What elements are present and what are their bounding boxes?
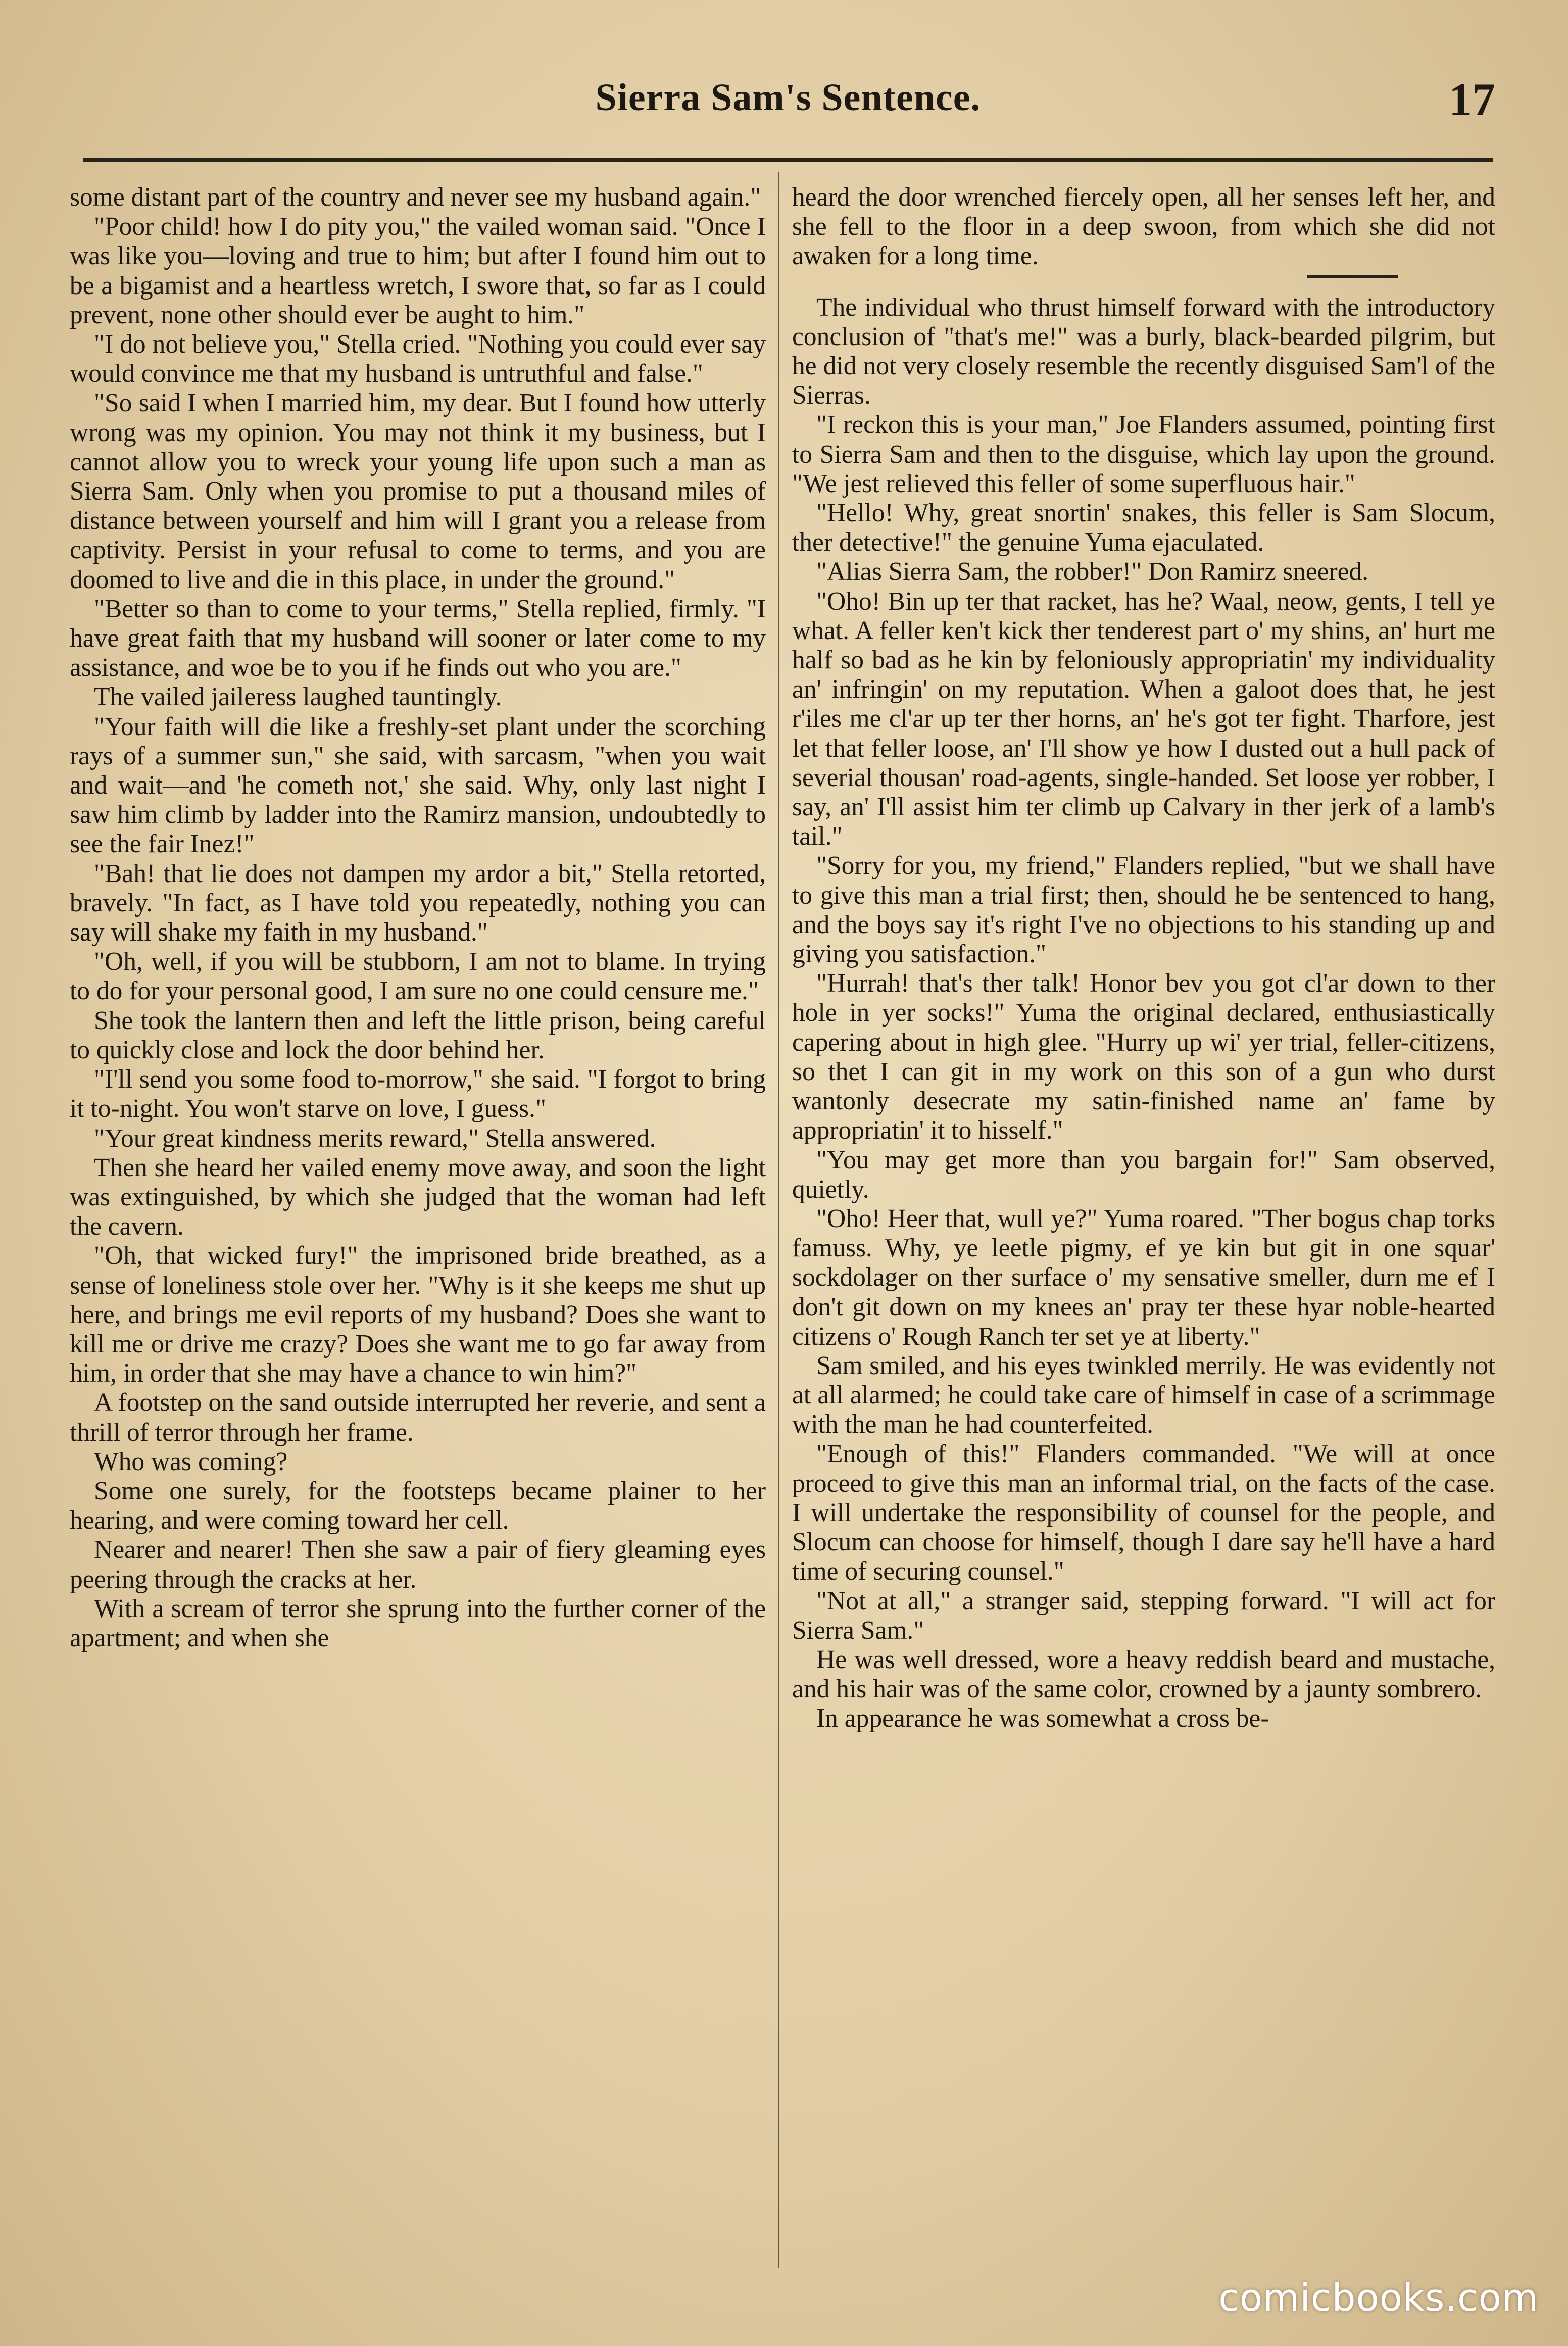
- page-number: 17: [1449, 74, 1495, 125]
- paragraph: some distant part of the country and never see my husband again.": [70, 183, 761, 212]
- paragraph: "So said I when I married him, my dear. But I found how utterly wrong was my opinion. You may not think it my business, but I cannot allow you to wreck your young life upon such a man as Sierra Sam. Only when you promise to put a thousand miles of distance between yourself and him will I grant you a release from captivity. Persist in your refusal to come to terms, and you are doomed to live and die in this place, in under the ground.": [70, 388, 766, 594]
- right-column: [792, 183, 1495, 1734]
- paragraph: Sam smiled, and his eyes twinkled merrily. He was evidently not at all alarmed; he could take care of himself in case of a scrimmage with the man he had counterfeited.: [792, 1351, 1495, 1439]
- page-header: [81, 76, 1495, 152]
- paragraph: Some one surely, for the footsteps became plainer to her hearing, and were coming toward her cell.: [70, 1476, 766, 1535]
- paragraph: "Enough of this!" Flanders commanded. "We will at once proceed to give this man an informal trial, on the facts of the case. I will undertake the responsibility of counsel for the people, and Slocum can choose for himself, though I dare say he'll have a hard time of securing counsel.": [792, 1439, 1495, 1586]
- paragraph: With a scream of terror she sprung into the further corner of the apartment; and when she: [70, 1594, 766, 1652]
- paragraph: "Your faith will die like a freshly-set plant under the scorching rays of a summer sun," she said, with sarcasm, "when you wait and wait—and 'he cometh not,' she said. Why, only last night I saw him climb by ladder into the Ramirz mansion, undoubtedly to see the fair Inez!": [70, 712, 766, 859]
- paragraph: The vailed jaileress laughed tauntingly.: [94, 682, 502, 712]
- paragraph: "Bah! that lie does not dampen my ardor a bit," Stella retorted, bravely. "In fact, as I have told you repeatedly, nothing you can say will shake my faith in my husband.": [70, 859, 766, 947]
- page-title: Sierra Sam's Sentence.: [595, 76, 981, 119]
- paragraph: "Hurrah! that's ther talk! Honor bev you got cl'ar down to ther hole in yer socks!" Yuma the original declared, enthusiastically capering about in high glee. "Hurry up wi' yer trial, feller-citizens, so thet I can git in my work on this son of a gun who durst wantonly desecrate my satin-finished name an' fame by appropriatin' it to hisself.": [792, 969, 1495, 1145]
- paragraph: He was well dressed, wore a heavy reddish beard and mustache, and his hair was of the same color, crowned by a jaunty sombrero.: [792, 1645, 1495, 1704]
- column-divider: [778, 172, 779, 2268]
- paragraph: heard the door wrenched fiercely open, all her senses left her, and she fell to the floor in a deep swoon, from which she did not awaken for a long time.: [792, 183, 1495, 271]
- paragraph: Nearer and nearer! Then she saw a pair of fiery gleaming eyes peering through the cracks at her.: [70, 1535, 766, 1594]
- paragraph: "Poor child! how I do pity you," the vailed woman said. "Once I was like you—loving and true to him; but after I found him out to be a bigamist and a heartless wretch, I swore that, so far as I could prevent, none other should ever be aught to him.": [70, 212, 766, 329]
- paragraph: "Oho! Heer that, wull ye?" Yuma roared. "Ther bogus chap torks famuss. Why, ye leetle pigmy, ef ye kin but git in one squar' sockdolager on ther surface o' my sensative smeller, durn me ef I don't git down on my knees an' pray ter these hyar noble-hearted citizens o' Rough Ranch ter set ye at liberty.": [792, 1204, 1495, 1351]
- paragraph: "Sorry for you, my friend," Flanders replied, "but we shall have to give this man a trial first; then, should he be sentenced to hang, and the boys say it's right I've no objections to his standing up and giving you satisfaction.": [792, 851, 1495, 969]
- paragraph: In appearance he was somewhat a cross be-: [816, 1704, 1269, 1733]
- paragraph: "You may get more than you bargain for!" Sam observed, quietly.: [792, 1145, 1495, 1204]
- paragraph: She took the lantern then and left the little prison, being careful to quickly close and lock the door behind her.: [70, 1006, 766, 1064]
- paragraph: "Hello! Why, great snortin' snakes, this feller is Sam Slocum, ther detective!" the genuine Yuma ejaculated.: [792, 499, 1495, 557]
- section-separator: [1307, 275, 1398, 278]
- watermark: comicbooks.com: [1218, 2276, 1539, 2320]
- paragraph: Then she heard her vailed enemy move away, and soon the light was extinguished, by which she judged that the woman had left the cavern.: [70, 1153, 766, 1241]
- paragraph: "I reckon this is your man," Joe Flanders assumed, pointing first to Sierra Sam and then to the disguise, which lay upon the ground. "We jest relieved this feller of some superfluous hair.": [792, 410, 1495, 498]
- paragraph: "Better so than to come to your terms," Stella replied, firmly. "I have great faith that my husband will sooner or later come to my assistance, and woe be to you if he finds out who you are.": [70, 594, 766, 682]
- paragraph: Who was coming?: [94, 1447, 288, 1476]
- paragraph: "Not at all," a stranger said, stepping forward. "I will act for Sierra Sam.": [792, 1586, 1495, 1645]
- paragraph: "Oho! Bin up ter that racket, has he? Waal, neow, gents, I tell ye what. A feller ken't kick ther tenderest part o' my shins, an' hurt me half so bad as he kin by feloniously appropriatin' my individuality an' infringin' on my reputation. When a galoot does that, he jest r'iles me cl'ar up ter ther horns, an' he's got ter fight. Tharfore, jest let that feller loose, an' I'll show ye how I dusted out a hull pack of severial thousan' road-agents, single-handed. Set loose yer robber, I say, an' I'll assist him ter climb up Calvary in ther jerk of a lamb's tail.": [792, 586, 1495, 851]
- paragraph: "Oh, well, if you will be stubborn, I am not to blame. In trying to do for your personal good, I am sure no one could censure me.": [70, 947, 766, 1006]
- paragraph: A footstep on the sand outside interrupted her reverie, and sent a thrill of terror through her frame.: [70, 1388, 766, 1447]
- paragraph: "I do not believe you," Stella cried. "Nothing you could ever say would convince me that my husband is untruthful and false.": [70, 330, 766, 388]
- paragraph: "Alias Sierra Sam, the robber!" Don Ramirz sneered.: [816, 557, 1369, 586]
- left-column: [70, 183, 766, 1653]
- paragraph: "Your great kindness merits reward," Stella answered.: [94, 1123, 656, 1153]
- paragraph: "Oh, that wicked fury!" the imprisoned bride breathed, as a sense of loneliness stole over her. "Why is it she keeps me shut up here, and brings me evil reports of my husband? Does she want to kill me or drive me crazy? Does she want me to go far away from him, in order that she may have a chance to win him?": [70, 1241, 766, 1388]
- paragraph: The individual who thrust himself forward with the introductory conclusion of "that's me!" was a burly, black-bearded pilgrim, but he did not very closely resemble the recently disguised Sam'l of the Sierras.: [792, 292, 1495, 410]
- header-rule: [83, 158, 1493, 162]
- paragraph: "I'll send you some food to-morrow," she said. "I forgot to bring it to-night. You won't starve on love, I guess.": [70, 1065, 766, 1123]
